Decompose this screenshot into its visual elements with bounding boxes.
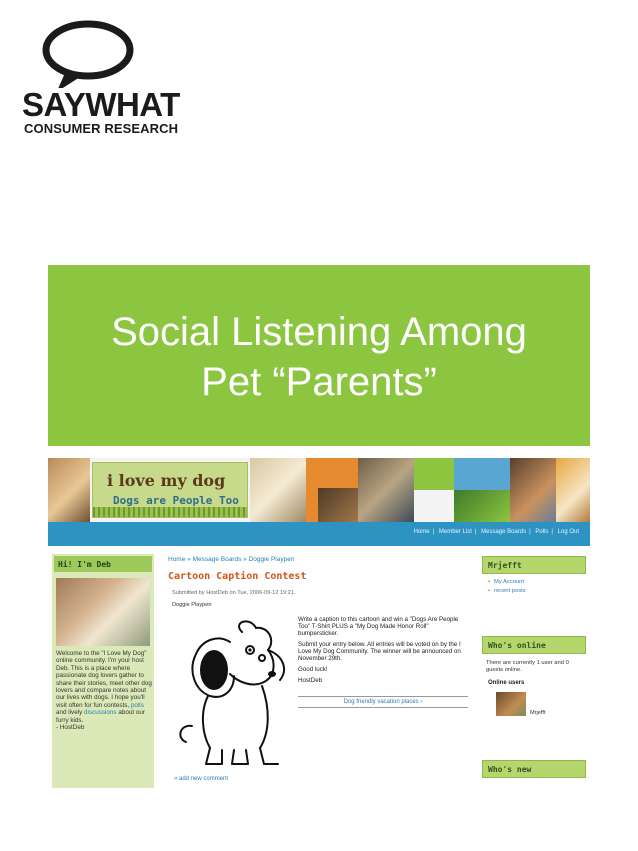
welcome-text-2: and lively — [56, 709, 85, 717]
header-photo-plants — [454, 490, 510, 522]
header-photo-owner — [358, 458, 414, 522]
polls-link[interactable]: polls — [130, 701, 144, 709]
header-photo-family — [510, 458, 556, 522]
header-photo-puppy — [250, 458, 306, 522]
contest-good-luck: Good luck! — [298, 666, 328, 673]
site-header — [48, 458, 590, 522]
online-users-label: Online users — [488, 680, 525, 686]
header-photo-dog — [48, 458, 90, 522]
contest-paragraph-1: Write a caption to this cartoon and win a "Dogs Are People Too" T-Shirt PLUS a "My Dog Made Honor Roll" bumpersticker. — [298, 616, 459, 637]
bullet-icon: • — [488, 588, 491, 594]
add-comment-link[interactable]: » add new comment — [174, 776, 229, 782]
logo-tagline: CONSUMER RESEARCH — [24, 121, 179, 136]
site-logo[interactable] — [92, 462, 248, 518]
post-meta: Submitted by HostDeb on Tue, 2006-09-12 19:21. — [172, 590, 296, 596]
user-links — [488, 578, 526, 596]
nav-log-out[interactable]: Log Out — [557, 529, 579, 535]
header-photo-dog-2 — [318, 488, 358, 522]
nav-message-boards[interactable]: Message Boards — [481, 529, 527, 535]
nav-links: Home | Member List | Message Boards | Polls | Log Out — [413, 529, 579, 535]
contest-description — [298, 616, 462, 688]
main-content — [164, 554, 470, 788]
header-photo-dog-3 — [556, 458, 590, 522]
host-photo — [56, 578, 150, 646]
nav-home[interactable]: Home — [413, 529, 430, 535]
welcome-text-1: Welcome to the "I Love My Dog" online community. I'm your host Deb. This is a place where passionate dog lovers gather to share their stories, meet other dog lovers and compare notes about our lives with dogs. I hope you'll visit often for fun contests, — [56, 650, 152, 709]
post-title: Cartoon Caption Contest — [168, 571, 307, 582]
host-sidebar — [52, 554, 154, 788]
breadcrumb[interactable]: Home » Message Boards » Doggie Playpen — [168, 556, 295, 563]
user-block-heading: Mrjefft — [482, 556, 586, 574]
nav-member-list[interactable]: Member List — [438, 529, 472, 535]
bullet-icon: • — [488, 579, 491, 585]
grass-decoration — [93, 507, 247, 517]
site-brand-title: i love my dog — [107, 471, 226, 490]
header-color-block-green — [414, 458, 454, 490]
my-account-link[interactable]: • My Account — [488, 579, 524, 585]
page-title: Social Listening Among Pet “Parents” — [111, 310, 527, 404]
title-banner — [48, 265, 590, 446]
contest-paragraph-2: Submit your entry below. All entries will be voted on by the I Love My Dog Community. The winner will be announced on November 29th. — [298, 641, 461, 662]
logo-wordmark: SAYWHAT — [22, 86, 180, 123]
discussions-link[interactable]: discussions — [84, 709, 117, 717]
site-navbar — [48, 522, 590, 546]
saywhat-logo — [22, 18, 192, 138]
online-count-text: There are currently 1 user and 0 guests online. — [486, 660, 569, 673]
host-signature: - HostDeb — [56, 724, 85, 732]
whos-online-heading: Who's online — [482, 636, 586, 654]
right-sidebar — [482, 554, 586, 788]
nav-polls[interactable]: Polls — [535, 529, 549, 535]
vacation-places-link[interactable]: Dog friendly vacation places › — [298, 696, 468, 708]
contest-sign: HostDeb — [298, 677, 323, 684]
website-screenshot — [48, 458, 590, 788]
host-welcome-text — [56, 650, 152, 731]
recent-posts-link[interactable]: • recent posts — [488, 588, 526, 594]
welcome-text-3: about our furry kids. — [56, 709, 145, 724]
online-user-avatar[interactable] — [496, 692, 526, 716]
dog-cartoon-image — [172, 616, 298, 774]
header-color-block-blue — [454, 458, 510, 490]
host-heading: Hi! I'm Deb — [54, 556, 152, 572]
speech-bubble-icon — [38, 18, 134, 88]
site-brand-subtitle: Dogs are People Too — [113, 494, 239, 507]
online-user-name[interactable]: Mrjefft — [530, 710, 546, 716]
whos-new-heading: Who's new — [482, 760, 586, 778]
post-category[interactable]: Doggie Playpen — [172, 602, 212, 608]
